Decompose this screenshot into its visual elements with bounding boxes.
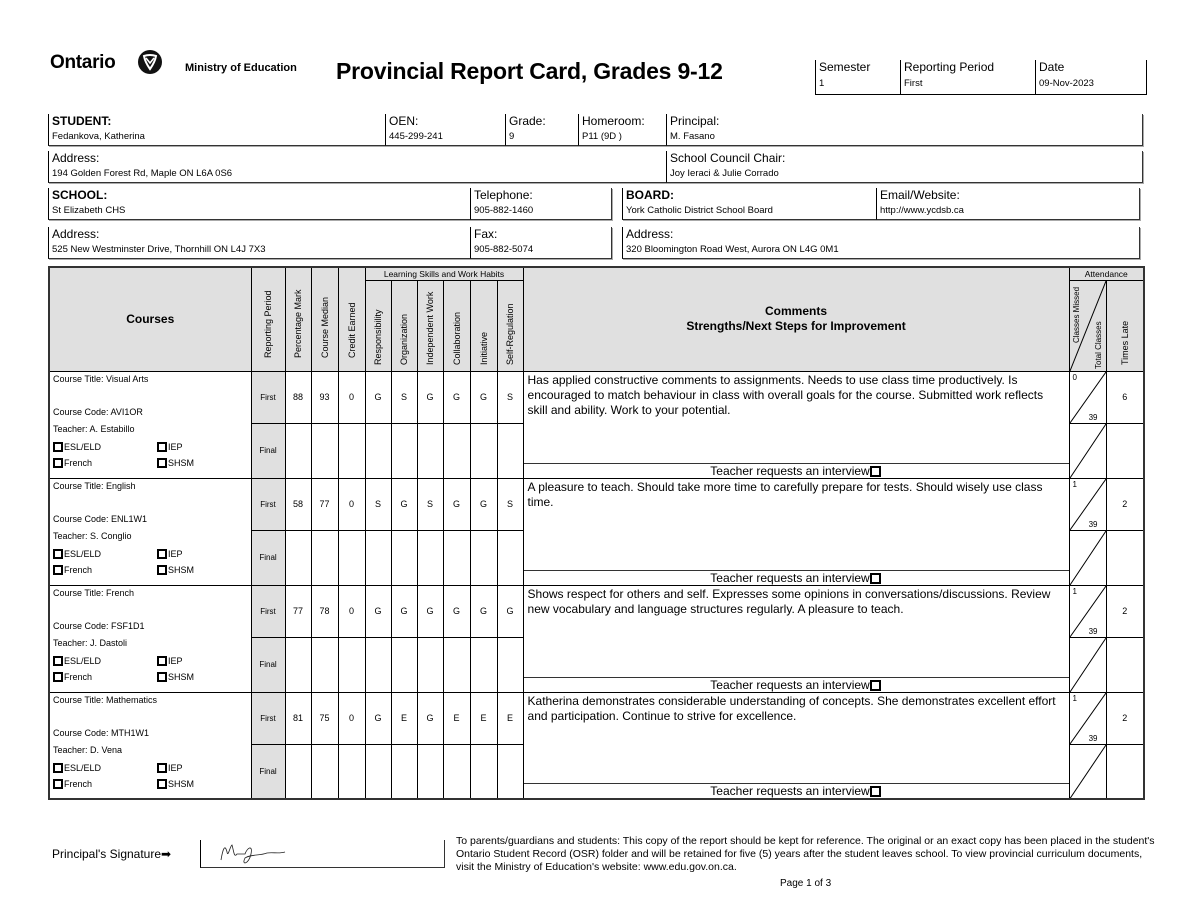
ls-grade-final (497, 744, 523, 799)
parent-notice: To parents/guardians and students: This copy of the report should be kept for reference. The original or an exact copy has been placed in the student's Ontario Student Record (OSR) folder and will be retained for five (5) years after the student leaves school. To view provincial curriculum documents, visit the Ministry of Education's website: www.edu.gov.on.ca. (456, 835, 1155, 873)
period-label: Reporting Period (904, 60, 995, 74)
report-title: Provincial Report Card, Grades 9-12 (336, 58, 723, 84)
iep-checkbox[interactable]: IEP (157, 656, 183, 666)
ls-grade-final (417, 530, 443, 585)
board-website-field: Email/Website: http://www.ycdsb.ca (876, 188, 1140, 220)
ls-grade-final (470, 637, 497, 692)
course-comment: Has applied constructive comments to assignments. Needs to use class time productively. Is encouraged to match behaviour in class with overall goals for the course. Submitted work reflects skill and ability. Work to your potential. Teacher requests an interview (523, 371, 1069, 478)
attendance-classes (1069, 692, 1106, 744)
ls-grade: S (365, 478, 391, 530)
course-title: Course Title: English (53, 480, 136, 491)
ls-grade-final (365, 744, 391, 799)
iep-checkbox[interactable]: IEP (157, 763, 183, 773)
homeroom-field: Homeroom: P11 (9D ) (578, 114, 666, 146)
iep-checkbox[interactable]: IEP (157, 549, 183, 559)
student-name-field: STUDENT: Fedankova, Katherina (48, 114, 385, 146)
comments-header: Comments Strengths/Next Steps for Improvement (523, 267, 1069, 371)
page-number: Page 1 of 3 (780, 878, 832, 889)
french-checkbox[interactable]: French (53, 458, 92, 468)
classes-missed: 1 (1072, 479, 1077, 489)
ls-grade-final (391, 744, 417, 799)
course-code: Course Code: ENL1W1 (53, 513, 148, 524)
ls-grade-final (470, 423, 497, 478)
ls-grade: G (365, 371, 391, 423)
period-final: Final (251, 744, 285, 799)
course-info (49, 692, 251, 799)
ls-grade-final (470, 530, 497, 585)
course-row-first (49, 692, 1144, 744)
col-percentage-mark: Percentage Mark (293, 289, 303, 359)
course-comment: Katherina demonstrates considerable understanding of concepts. She demonstrates excellent effort and participation. Continue to strive for excellence. Teacher requests an interview (523, 692, 1069, 799)
ls-grade: G (443, 585, 470, 637)
ls-grade: E (391, 692, 417, 744)
esl-checkbox[interactable]: ESL/ELD (53, 549, 101, 559)
courses-table (48, 266, 1145, 800)
ls-grade: E (470, 692, 497, 744)
total-classes: 39 (1088, 412, 1098, 422)
date-value: 09-Nov-2023 (1039, 78, 1094, 89)
ministry-label: Ministry of Education (185, 62, 297, 74)
ls-grade: S (391, 371, 417, 423)
french-checkbox[interactable]: French (53, 672, 92, 682)
classes-missed: 1 (1072, 693, 1077, 703)
col-credit-earned: Credit Earned (346, 302, 357, 359)
esl-checkbox[interactable]: ESL/ELD (53, 763, 101, 773)
credit-earned: 0 (338, 478, 365, 530)
semester-value: 1 (819, 78, 825, 89)
course-comment: A pleasure to teach. Should take more time to carefully prepare for tests. Should wisely use class time. Teacher requests an interview (523, 478, 1069, 585)
ls-grade-final (443, 744, 470, 799)
course-info (49, 371, 251, 478)
shsm-checkbox[interactable]: SHSM (157, 672, 194, 682)
ls-grade: S (497, 371, 523, 423)
ls-grade: G (497, 585, 523, 637)
ls-grade-final (391, 423, 417, 478)
course-median: 75 (311, 692, 338, 744)
ls-grade-final (443, 530, 470, 585)
ls-grade: G (417, 371, 443, 423)
signature-label: Principal's Signature➡ (52, 847, 172, 861)
course-median: 77 (311, 478, 338, 530)
interview-request[interactable]: Teacher requests an interview (524, 677, 1069, 692)
period-value: First (904, 78, 923, 89)
esl-checkbox[interactable]: ESL/ELD (53, 442, 101, 452)
trillium-icon (138, 50, 162, 74)
interview-checkbox (870, 466, 881, 477)
col-reporting-period: Reporting Period (263, 290, 273, 359)
attendance-final (1069, 530, 1106, 585)
col-initiative: Initiative (478, 331, 489, 365)
total-classes: 39 (1088, 733, 1098, 743)
council-chair-field: School Council Chair: Joy Ieraci & Julie Corrado (666, 151, 1143, 183)
col-classes-missed-total: Classes Missed Total Classes (1069, 280, 1106, 371)
courses-header: Courses (49, 267, 251, 371)
ls-grade: G (391, 585, 417, 637)
ls-grade: G (391, 478, 417, 530)
times-late: 2 (1106, 478, 1144, 530)
course-row-first (49, 371, 1144, 423)
attendance-final (1069, 637, 1106, 692)
interview-checkbox (870, 573, 881, 584)
ls-grade-final (365, 637, 391, 692)
ls-grade-final (443, 637, 470, 692)
times-late: 2 (1106, 585, 1144, 637)
period-final: Final (251, 530, 285, 585)
course-title: Course Title: Visual Arts (53, 373, 149, 384)
classes-missed: 1 (1072, 586, 1077, 596)
ls-grade-final (497, 530, 523, 585)
credit-earned: 0 (338, 585, 365, 637)
course-median: 93 (311, 371, 338, 423)
course-teacher: Teacher: A. Estabillo (53, 423, 135, 434)
course-code: Course Code: AVI1OR (53, 406, 143, 417)
ls-grade-final (391, 530, 417, 585)
learning-skills-header: Learning Skills and Work Habits (365, 267, 523, 280)
ls-grade: S (417, 478, 443, 530)
percentage-mark: 81 (285, 692, 311, 744)
oen-field: OEN: 445-299-241 (385, 114, 505, 146)
ls-grade: G (365, 585, 391, 637)
principal-field: Principal: M. Fasano (666, 114, 1143, 146)
course-title: Course Title: French (53, 587, 135, 598)
iep-checkbox[interactable]: IEP (157, 442, 183, 452)
col-collaboration: Collaboration (451, 311, 462, 365)
classes-missed: 0 (1072, 372, 1077, 382)
ls-grade-final (365, 423, 391, 478)
ls-grade-final (417, 423, 443, 478)
ls-grade-final (443, 423, 470, 478)
ls-grade-final (365, 530, 391, 585)
date-label: Date (1039, 60, 1065, 74)
ls-grade: G (417, 692, 443, 744)
shsm-checkbox[interactable]: SHSM (157, 458, 194, 468)
shsm-checkbox[interactable]: SHSM (157, 779, 194, 789)
col-responsibility: Responsibility (373, 308, 383, 365)
period-first: First (251, 371, 285, 423)
percentage-mark: 58 (285, 478, 311, 530)
credit-earned: 0 (338, 371, 365, 423)
board-address-field: Address: 320 Bloomington Road West, Aurora ON L4G 0M1 (622, 227, 1140, 259)
ls-grade: E (497, 692, 523, 744)
total-classes: 39 (1088, 519, 1098, 529)
ls-grade: G (443, 371, 470, 423)
interview-checkbox (870, 680, 881, 691)
report-meta (815, 60, 1147, 95)
course-teacher: Teacher: S. Conglio (53, 530, 132, 541)
school-fax-field: Fax: 905-882-5074 (470, 227, 612, 259)
course-median: 78 (311, 585, 338, 637)
course-info (49, 585, 251, 692)
interview-request[interactable]: Teacher requests an interview (524, 570, 1069, 585)
course-teacher: Teacher: D. Vena (53, 744, 123, 755)
ls-grade-final (417, 744, 443, 799)
ls-grade-final (497, 637, 523, 692)
grade-field: Grade: 9 (505, 114, 578, 146)
course-title: Course Title: Mathematics (53, 694, 158, 705)
ls-grade: G (470, 478, 497, 530)
french-checkbox[interactable]: French (53, 779, 92, 789)
french-checkbox[interactable]: French (53, 565, 92, 575)
period-final: Final (251, 637, 285, 692)
period-final: Final (251, 423, 285, 478)
ls-grade: G (470, 585, 497, 637)
interview-checkbox (870, 786, 881, 797)
credit-earned: 0 (338, 692, 365, 744)
col-course-median: Course Median (319, 297, 330, 359)
interview-request[interactable]: Teacher requests an interview (524, 463, 1069, 478)
ontario-logo: Ontario (50, 52, 116, 73)
shsm-checkbox[interactable]: SHSM (157, 565, 194, 575)
attendance-header: Attendance (1069, 267, 1144, 280)
times-late: 2 (1106, 692, 1144, 744)
col-self-regulation: Self-Regulation (505, 302, 515, 365)
ls-grade: G (470, 371, 497, 423)
col-organization: Organization (399, 313, 409, 365)
semester-label: Semester (819, 60, 871, 74)
course-row-first (49, 585, 1144, 637)
attendance-final (1069, 744, 1106, 799)
attendance-classes (1069, 585, 1106, 637)
ls-grade-final (417, 637, 443, 692)
total-classes: 39 (1088, 626, 1098, 636)
ls-grade: E (443, 692, 470, 744)
percentage-mark: 77 (285, 585, 311, 637)
percentage-mark: 88 (285, 371, 311, 423)
school-address-field: Address: 525 New Westminster Drive, Thornhill ON L4J 7X3 (48, 227, 470, 259)
ls-grade: G (365, 692, 391, 744)
school-phone-field: Telephone: 905-882-1460 (470, 188, 612, 220)
interview-request[interactable]: Teacher requests an interview (524, 783, 1069, 798)
esl-checkbox[interactable]: ESL/ELD (53, 656, 101, 666)
student-address-field: Address: 194 Golden Forest Rd, Maple ON L6A 0S6 (48, 151, 666, 183)
ls-grade: G (443, 478, 470, 530)
course-teacher: Teacher: J. Dastoli (53, 637, 128, 648)
period-first: First (251, 692, 285, 744)
period-first: First (251, 478, 285, 530)
course-code: Course Code: FSF1D1 (53, 620, 145, 631)
course-code: Course Code: MTH1W1 (53, 727, 150, 738)
attendance-classes (1069, 478, 1106, 530)
ls-grade-final (470, 744, 497, 799)
board-name-field: BOARD: York Catholic District School Board (622, 188, 876, 220)
course-comment: Shows respect for others and self. Expresses some opinions in conversations/discussions. Review new vocabulary and language structures regularly. A pleasure to teach. Teacher requests an interview (523, 585, 1069, 692)
ls-grade-final (391, 637, 417, 692)
ls-grade: S (497, 478, 523, 530)
col-independent-work: Independent Work (425, 291, 435, 365)
ls-grade: G (417, 585, 443, 637)
attendance-classes (1069, 371, 1106, 423)
attendance-final (1069, 423, 1106, 478)
course-row-first (49, 478, 1144, 530)
col-times-late: Times Late (1119, 320, 1130, 365)
school-name-field: SCHOOL: St Elizabeth CHS (48, 188, 470, 220)
principal-signature (200, 840, 445, 868)
ls-grade-final (497, 423, 523, 478)
course-info (49, 478, 251, 585)
times-late: 6 (1106, 371, 1144, 423)
period-first: First (251, 585, 285, 637)
arrow-right-icon: ➡ (161, 847, 172, 861)
